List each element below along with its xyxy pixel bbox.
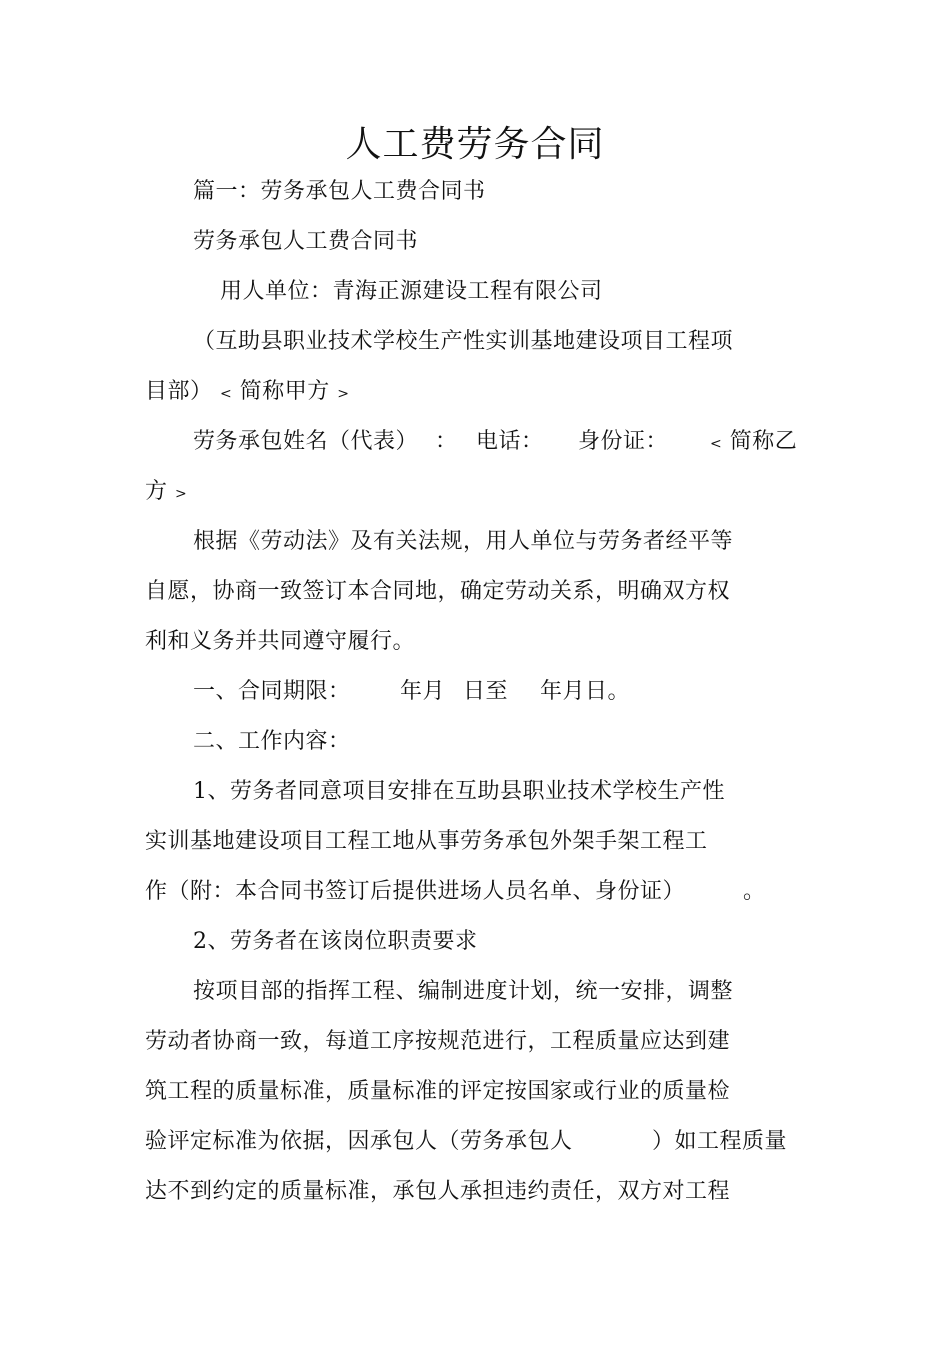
duty-line-4: 验评定标准为依据，因承包人（劳务承包人 xyxy=(145,1129,573,1154)
employer-line: 用人单位：青海正源建设工程有限公司 xyxy=(220,279,603,304)
duty-line-4-end: ）如工程质量 xyxy=(652,1129,788,1154)
party-a-line xyxy=(145,377,350,409)
contract-subtitle: 劳务承包人工费合同书 xyxy=(193,229,419,254)
id-card-label: 身份证： xyxy=(578,429,669,454)
term-start-day-to: 日至 xyxy=(463,679,509,704)
term-start-year-month: 年月 xyxy=(400,679,446,704)
party-a-open-mark: < xyxy=(220,386,233,402)
contractor-name-colon: ： xyxy=(435,429,458,454)
item-1-line-2: 实训基地建设项目工程工地从事劳务承包外架手架工程工 xyxy=(145,829,708,854)
party-b-close-line xyxy=(145,477,187,509)
item-1-line-1: 1、劳务者同意项目安排在互助县职业技术学校生产性 xyxy=(193,779,725,804)
item-1-line-3: 作（附：本合同书签订后提供进场人员名单、身份证） xyxy=(145,879,686,904)
item-2-heading: 2、劳务者在该岗位职责要求 xyxy=(193,929,478,954)
contractor-name-label: 劳务承包姓名（代表） xyxy=(193,429,419,454)
duty-line-5: 达不到约定的质量标准，承包人承担违约责任，双方对工程 xyxy=(145,1179,731,1204)
employer-dept-line: （互助县职业技术学校生产性实训基地建设项目工程项 xyxy=(193,329,734,354)
preamble-line-2: 自愿，协商一致签订本合同地，确定劳动关系，明确双方权 xyxy=(145,579,731,604)
party-b-open-mark: < xyxy=(710,436,723,452)
term-label: 一、合同期限： xyxy=(193,679,351,704)
duty-line-3: 筑工程的质量标准，质量标准的评定按国家或行业的质量检 xyxy=(145,1079,731,1104)
item-1-period: 。 xyxy=(743,879,766,904)
phone-label: 电话： xyxy=(476,429,544,454)
party-a-close-mark: > xyxy=(337,386,350,402)
party-b-open-line xyxy=(710,427,797,459)
duty-line-2: 劳动者协商一致，每道工序按规范进行，工程质量应达到建 xyxy=(145,1029,731,1054)
party-b-label-end: 方 xyxy=(145,479,168,504)
preamble-line-1: 根据《劳动法》及有关法规，用人单位与劳务者经平等 xyxy=(193,529,734,554)
article-heading: 篇一：劳务承包人工费合同书 xyxy=(193,179,486,204)
party-a-dept-text: 目部） xyxy=(145,379,213,404)
party-a-label: 简称甲方 xyxy=(239,379,330,404)
party-b-close-mark: > xyxy=(175,486,188,502)
party-b-label-part: 简称乙 xyxy=(729,429,798,454)
term-end-date: 年月日。 xyxy=(540,679,631,704)
document-title: 人工费劳务合同 xyxy=(345,124,605,165)
section-work-content: 二、工作内容： xyxy=(193,729,351,754)
preamble-line-3: 利和义务并共同遵守履行。 xyxy=(145,629,416,654)
duty-line-1: 按项目部的指挥工程、编制进度计划，统一安排，调整 xyxy=(193,979,734,1004)
